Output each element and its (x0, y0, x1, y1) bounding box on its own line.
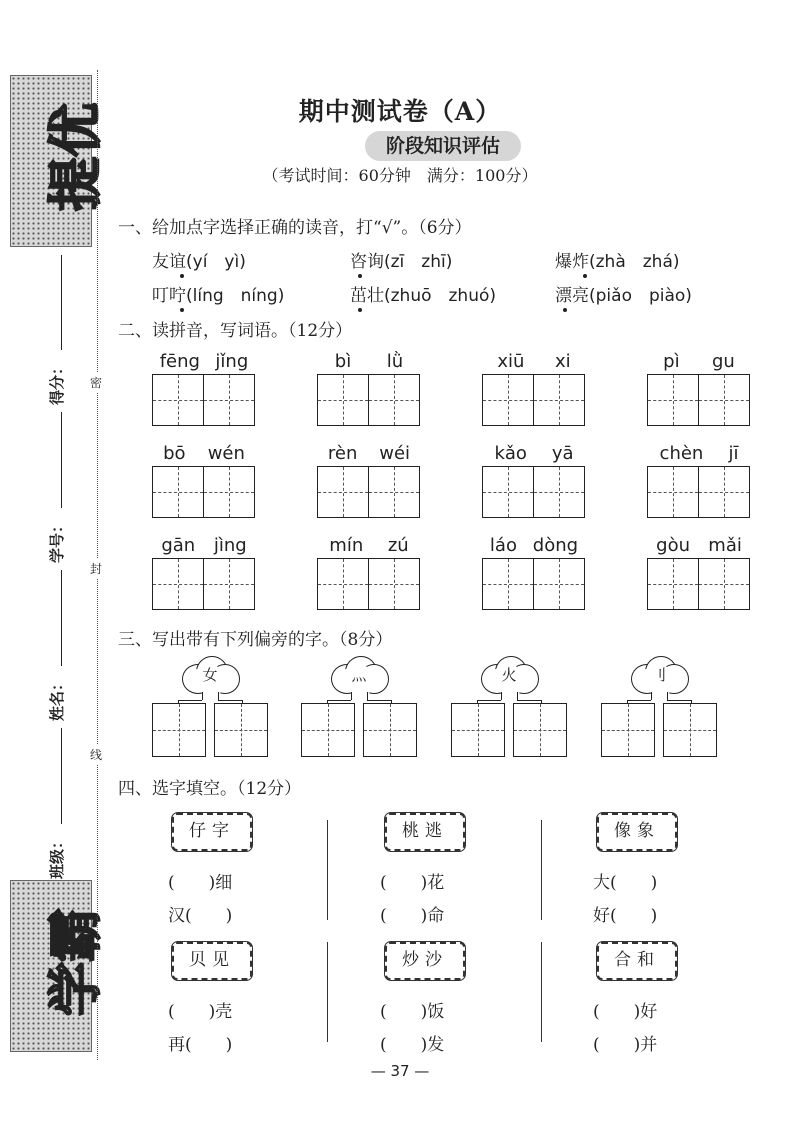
fill-blank[interactable]: ( )并 (593, 1035, 658, 1055)
q1-word: 叮咛 (152, 286, 186, 306)
q1-options: (yí yì) (186, 252, 246, 272)
tianzige-cell[interactable] (203, 466, 255, 518)
pinyin-pair[interactable] (317, 350, 421, 426)
choice-box: 仔字 (172, 813, 252, 851)
section-badge: 阶段知识评估 (365, 131, 521, 161)
name-line[interactable] (61, 570, 62, 666)
tianzige-cell[interactable] (533, 374, 585, 426)
radical: 刂 (651, 666, 667, 684)
q1-options: (piǎo piào) (589, 286, 692, 306)
tianzige-cell[interactable] (482, 374, 534, 426)
pinyin: rèn (327, 443, 358, 464)
fill-blank[interactable]: 好( ) (593, 906, 658, 926)
pinyin: gān (161, 535, 196, 556)
fill-blank[interactable]: ( )细 (168, 873, 233, 893)
fill-blank[interactable]: 大( ) (593, 873, 658, 893)
tianzige-cell[interactable] (698, 558, 750, 610)
q3-heading: 三、写出带有下列偏旁的字。（8分） (118, 630, 393, 650)
side-label-top: 提优 (44, 103, 107, 211)
pinyin: láo (489, 535, 517, 556)
radical-group[interactable] (301, 656, 417, 756)
pinyin-pair[interactable] (647, 442, 751, 518)
tianzige-cell[interactable] (363, 703, 417, 757)
pinyin-pair[interactable] (482, 534, 586, 610)
pinyin: yā (551, 443, 574, 464)
tianzige-cell[interactable] (647, 374, 699, 426)
name-label: 姓名： (48, 675, 67, 722)
class-label: 班级： (48, 833, 67, 880)
tianzige-cell[interactable] (152, 703, 206, 757)
q1-options: (líng níng) (186, 286, 285, 306)
q2-heading: 二、读拼音，写词语。（12分） (118, 321, 353, 341)
fill-blank[interactable]: ( )好 (593, 1002, 658, 1022)
exam-info: （考试时间：60分钟 满分：100分） (262, 166, 538, 185)
tianzige-cell[interactable] (301, 703, 355, 757)
tianzige-cell[interactable] (214, 703, 268, 757)
side-label-bottom: 学霸 (44, 908, 107, 1016)
pinyin-pair[interactable] (647, 350, 751, 426)
pinyin: kǎo (494, 443, 527, 464)
emphasis-dot (563, 308, 567, 312)
tianzige-cell[interactable] (368, 374, 420, 426)
fill-blank[interactable]: 汉( ) (168, 906, 233, 926)
cut-word-xian: 线 (90, 744, 102, 765)
radical: 火 (501, 666, 517, 684)
pinyin: gu (711, 351, 735, 372)
q4-heading: 四、选字填空。（12分） (118, 779, 302, 799)
student-id-line[interactable] (61, 412, 62, 508)
cloud-icon (331, 656, 387, 694)
cut-word-feng: 封 (90, 558, 102, 579)
radical-group[interactable] (451, 656, 567, 756)
tianzige-cell[interactable] (152, 374, 204, 426)
q1-options: (zhuō zhuó) (384, 286, 497, 306)
pinyin-pair[interactable] (152, 534, 256, 610)
tianzige-cell[interactable] (513, 703, 567, 757)
score-label: 得分： (48, 359, 67, 406)
tianzige-cell[interactable] (698, 374, 750, 426)
tianzige-cell[interactable] (482, 466, 534, 518)
tianzige-cell[interactable] (647, 558, 699, 610)
pinyin-pair[interactable] (317, 534, 421, 610)
pinyin-pair[interactable] (647, 534, 751, 610)
pinyin: bì (334, 351, 352, 372)
fill-blank[interactable]: ( )发 (380, 1035, 445, 1055)
pinyin: bō (163, 443, 186, 464)
q1-item[interactable] (152, 281, 284, 306)
pinyin: lǜ (386, 351, 404, 372)
column-divider (327, 820, 328, 920)
q1-heading: 一、给加点字选择正确的读音，打“√”。（6分） (118, 218, 472, 238)
fill-blank[interactable]: ( )命 (380, 906, 445, 926)
student-id-label: 学号： (48, 517, 67, 564)
choice-box: 炒沙 (385, 942, 465, 980)
q1-word: 漂亮 (555, 286, 589, 306)
tianzige-cell[interactable] (203, 374, 255, 426)
pinyin: zú (387, 535, 409, 556)
tianzige-cell[interactable] (533, 466, 585, 518)
cut-word-mi: 密 (90, 372, 102, 393)
pinyin: wéi (379, 443, 411, 464)
emphasis-dot (583, 274, 587, 278)
score-line[interactable] (61, 255, 62, 350)
radical: 灬 (351, 666, 367, 684)
pinyin: dòng (532, 535, 579, 556)
q1-word: 爆炸 (555, 252, 589, 272)
tianzige-cell[interactable] (698, 466, 750, 518)
pinyin: xi (555, 351, 571, 372)
tianzige-cell[interactable] (647, 466, 699, 518)
tianzige-cell[interactable] (368, 466, 420, 518)
fill-blank[interactable]: ( )饭 (380, 1002, 445, 1022)
choice-box: 像象 (597, 813, 677, 851)
fill-blank[interactable]: ( )花 (380, 873, 445, 893)
page-number: — 37 — (370, 1062, 430, 1080)
fill-blank[interactable]: ( )壳 (168, 1002, 233, 1022)
pinyin-pair[interactable] (482, 350, 586, 426)
tianzige-cell[interactable] (317, 558, 369, 610)
column-divider (541, 820, 542, 920)
tianzige-cell[interactable] (451, 703, 505, 757)
fill-blank[interactable]: 再( ) (168, 1035, 233, 1055)
tianzige-cell[interactable] (601, 703, 655, 757)
choice-box: 桃逃 (385, 813, 465, 851)
cloud-icon (481, 656, 537, 694)
tianzige-cell[interactable] (482, 558, 534, 610)
q1-item[interactable] (350, 281, 496, 306)
tianzige-cell[interactable] (368, 558, 420, 610)
radical: 女 (202, 666, 218, 684)
pinyin: jìng (213, 535, 247, 556)
page-title: 期中测试卷（A） (298, 97, 502, 126)
pinyin: mǎi (708, 535, 742, 556)
column-divider (327, 942, 328, 1042)
pinyin-pair[interactable] (317, 442, 421, 518)
q1-options: (zhà zhá) (589, 252, 680, 272)
q1-item[interactable] (555, 281, 692, 306)
tianzige-cell[interactable] (317, 374, 369, 426)
q1-item[interactable] (152, 247, 246, 272)
tianzige-cell[interactable] (203, 558, 255, 610)
tianzige-cell[interactable] (152, 466, 204, 518)
pinyin: gòu (656, 535, 690, 556)
column-divider (541, 942, 542, 1042)
tianzige-cell[interactable] (152, 558, 204, 610)
pinyin: chèn (659, 443, 704, 464)
radical-group[interactable] (601, 656, 717, 756)
q1-word: 咨询 (350, 252, 384, 272)
radical-group[interactable] (152, 656, 268, 756)
emphasis-dot (358, 308, 362, 312)
pinyin-pair[interactable] (152, 442, 256, 518)
pinyin: wén (207, 443, 245, 464)
tianzige-cell[interactable] (317, 466, 369, 518)
pinyin: xiū (497, 351, 525, 372)
emphasis-dot (358, 274, 362, 278)
q1-item[interactable] (350, 247, 452, 272)
pinyin: pì (663, 351, 680, 372)
q1-word: 友谊 (152, 252, 186, 272)
class-line[interactable] (61, 728, 62, 824)
q1-options: (zī zhī) (384, 252, 453, 272)
pinyin-pair[interactable] (152, 350, 256, 426)
pinyin: fēng (159, 351, 200, 372)
pinyin-pair[interactable] (482, 442, 586, 518)
q1-word: 茁壮 (350, 286, 384, 306)
emphasis-dot (180, 308, 184, 312)
emphasis-dot (180, 274, 184, 278)
tianzige-cell[interactable] (533, 558, 585, 610)
choice-box: 合和 (597, 942, 677, 980)
pinyin: jī (728, 443, 739, 464)
pinyin: jǐng (215, 351, 249, 372)
pinyin: mín (329, 535, 364, 556)
q1-item[interactable] (555, 247, 680, 272)
cloud-icon (631, 656, 687, 694)
tianzige-cell[interactable] (663, 703, 717, 757)
choice-box: 贝见 (172, 942, 252, 980)
cloud-icon (182, 656, 238, 694)
